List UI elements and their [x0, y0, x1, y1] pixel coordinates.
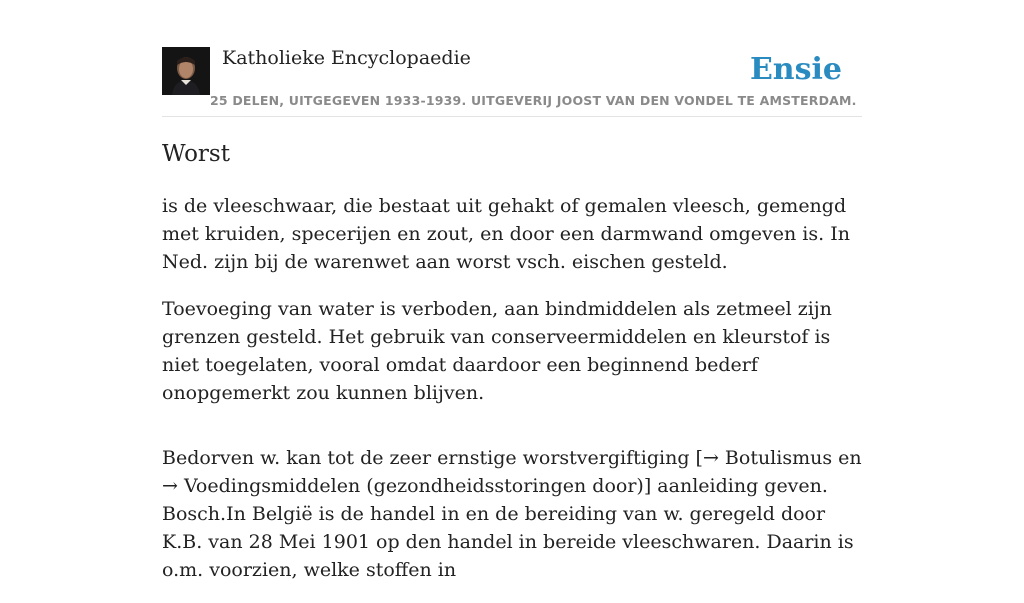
article-body [162, 192, 862, 603]
paragraph-text: ] aanleiding geven. Bosch.In België is de handel in en de bereiding van w. geregeld door K.B. van 28 Mei 1901 op den handel in bereide vleeschwaren. Daarin is o.m. voorzien, welke stoffen in [162, 475, 854, 581]
article-paragraph: Toevoeging van water is verboden, aan bindmiddelen als zetmeel zijn grenzen gesteld. Het gebruik van conserveermiddelen en kleurstof is niet toegelaten, vooral omdat daardoor een beginnend bederf onopgemerkt zou kunnen blijven. [162, 298, 832, 404]
source-avatar[interactable] [162, 47, 210, 95]
paragraph-text: en [832, 447, 862, 469]
reference-link-botulismus[interactable]: → Botulismus [702, 447, 833, 469]
article-paragraph: is de vleeschwaar, die bestaat uit gehakt of gemalen vleesch, gemengd met kruiden, specerijen en zout, en door een darmwand omgeven is. In Ned. zijn bij de warenwet aan worst vsch. eischen gesteld. [162, 195, 850, 273]
article-paragraph [162, 444, 862, 584]
reference-link-voedingsmiddelen[interactable]: → Voedingsmiddelen (gezondheidsstoringen door) [162, 475, 644, 497]
ensie-logo[interactable]: Ensie [749, 52, 842, 87]
portrait-image [162, 47, 210, 95]
paragraph-text: Bedorven w. kan tot de zeer ernstige worstvergiftiging [ [162, 447, 703, 469]
source-title[interactable]: Katholieke Encyclopaedie [222, 47, 471, 69]
article-title: Worst [162, 141, 230, 167]
source-header [162, 46, 862, 117]
source-subtitle: 25 DELEN, UITGEGEVEN 1933-1939. UITGEVERIJ JOOST VAN DEN VONDEL TE AMSTERDAM. [210, 93, 857, 108]
